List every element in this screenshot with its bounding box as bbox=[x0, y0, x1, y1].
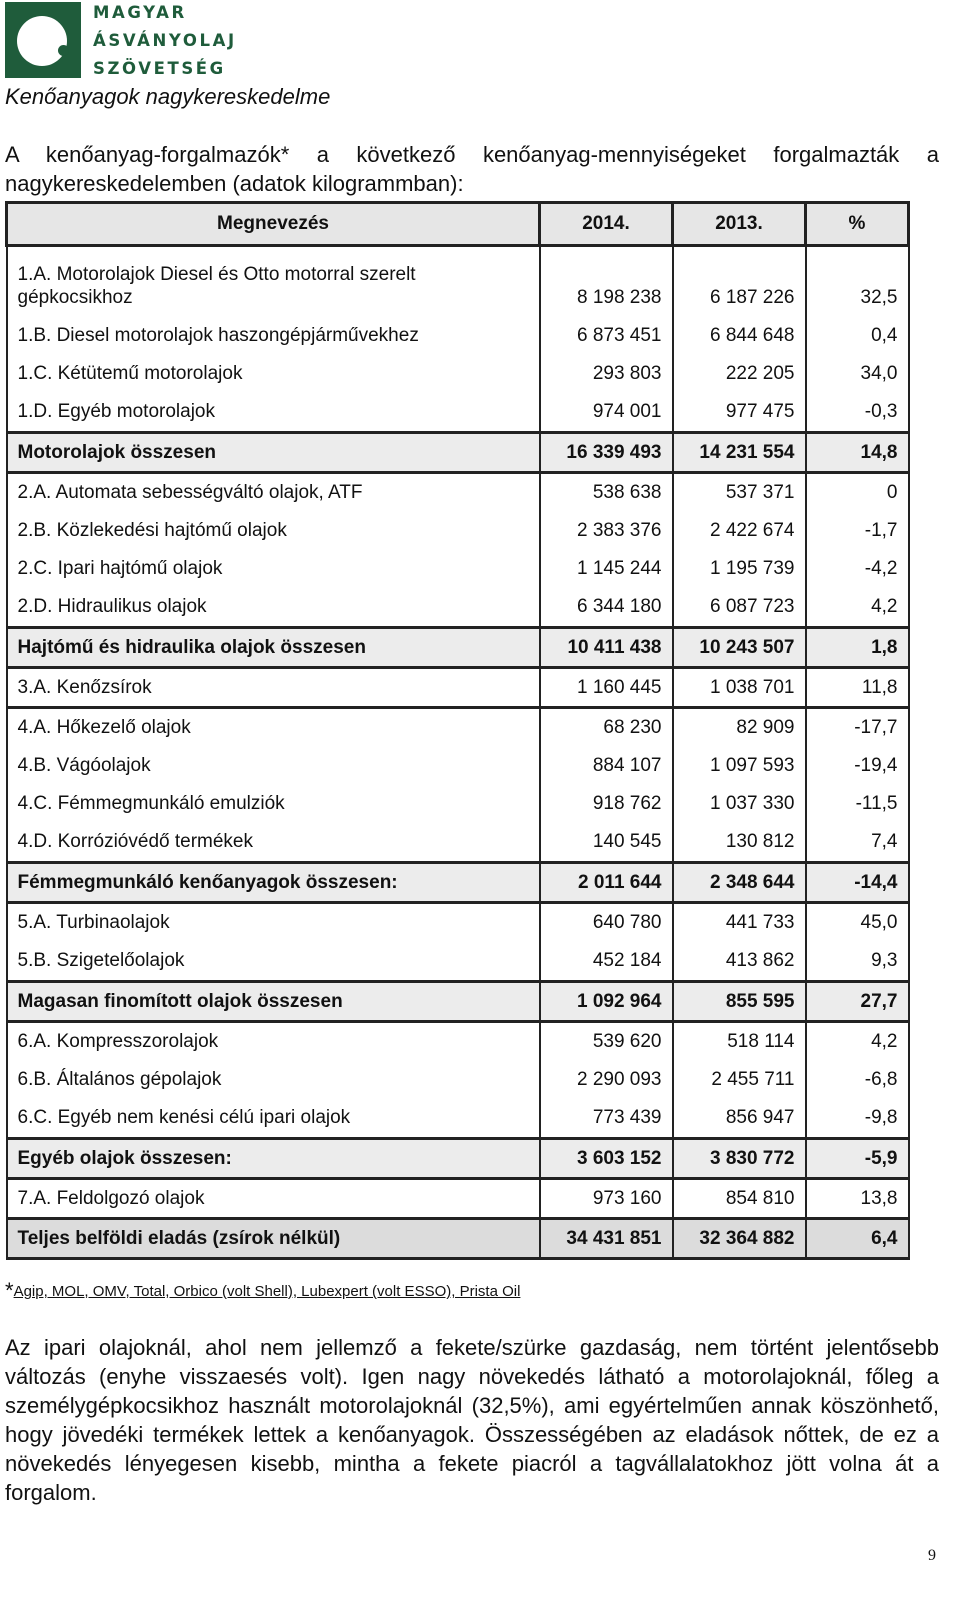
footnote bbox=[5, 1278, 520, 1304]
row-name: 4.C. Fémmegmunkáló emulziók bbox=[7, 785, 540, 823]
header-percent: % bbox=[806, 203, 909, 246]
row-value-2014: 68 230 bbox=[540, 708, 673, 748]
row-name: 4.D. Korrózióvédő termékek bbox=[7, 823, 540, 863]
row-value-2014: 1 092 964 bbox=[540, 982, 673, 1022]
row-value-2014: 293 803 bbox=[540, 355, 673, 393]
table-total-row bbox=[7, 1139, 909, 1179]
row-value-2013: 518 114 bbox=[673, 1022, 806, 1062]
footnote-text: Agip, MOL, OMV, Total, Orbico (volt Shell), Lubexpert (volt ESSO), Prista Oil bbox=[13, 1283, 521, 1300]
row-value-2013: 3 830 772 bbox=[673, 1139, 806, 1179]
row-value-2013: 1 195 739 bbox=[673, 550, 806, 588]
row-percent: 14,8 bbox=[806, 433, 909, 473]
table-row bbox=[7, 1061, 909, 1099]
table-row bbox=[7, 942, 909, 982]
lubricant-sales-table bbox=[5, 201, 910, 1260]
row-name: 1.D. Egyéb motorolajok bbox=[7, 393, 540, 433]
row-name: Egyéb olajok összesen: bbox=[7, 1139, 540, 1179]
row-value-2014: 140 545 bbox=[540, 823, 673, 863]
row-name: Hajtómű és hidraulika olajok összesen bbox=[7, 628, 540, 668]
table-total-row bbox=[7, 863, 909, 903]
table-total-row bbox=[7, 433, 909, 473]
table-row bbox=[7, 668, 909, 708]
logo-line-3: SZÖVETSÉG bbox=[93, 59, 226, 78]
row-value-2013: 6 844 648 bbox=[673, 317, 806, 355]
row-value-2014: 1 160 445 bbox=[540, 668, 673, 708]
logo-line-1: MAGYAR bbox=[93, 3, 187, 22]
row-value-2013: 6 087 723 bbox=[673, 588, 806, 628]
row-value-2013: 855 595 bbox=[673, 982, 806, 1022]
table-row bbox=[7, 588, 909, 628]
row-percent: -9,8 bbox=[806, 1099, 909, 1139]
row-name: 3.A. Kenőzsírok bbox=[7, 668, 540, 708]
row-name: 4.B. Vágóolajok bbox=[7, 747, 540, 785]
row-name: 2.B. Közlekedési hajtómű olajok bbox=[7, 512, 540, 550]
row-percent: 0 bbox=[806, 473, 909, 513]
row-percent: 0,4 bbox=[806, 317, 909, 355]
table-total-row bbox=[7, 628, 909, 668]
row-value-2014: 640 780 bbox=[540, 903, 673, 943]
row-name: Teljes belföldi eladás (zsírok nélkül) bbox=[7, 1219, 540, 1259]
table-row bbox=[7, 473, 909, 513]
header-2013: 2013. bbox=[673, 203, 806, 246]
table-total-row bbox=[7, 982, 909, 1022]
row-value-2014: 973 160 bbox=[540, 1179, 673, 1219]
row-percent: 34,0 bbox=[806, 355, 909, 393]
header-name: Megnevezés bbox=[7, 203, 540, 246]
row-percent: -14,4 bbox=[806, 863, 909, 903]
table-row bbox=[7, 550, 909, 588]
logo-line-2: ÁSVÁNYOLAJ bbox=[93, 31, 237, 50]
row-name: 5.B. Szigetelőolajok bbox=[7, 942, 540, 982]
row-value-2014: 2 290 093 bbox=[540, 1061, 673, 1099]
row-value-2014: 452 184 bbox=[540, 942, 673, 982]
logo-wordmark bbox=[93, 0, 237, 83]
row-percent: 13,8 bbox=[806, 1179, 909, 1219]
row-name: 1.C. Kétütemű motorolajok bbox=[7, 355, 540, 393]
row-name: Magasan finomított olajok összesen bbox=[7, 982, 540, 1022]
row-value-2014: 8 198 238 bbox=[540, 246, 673, 318]
row-name: Fémmegmunkáló kenőanyagok összesen: bbox=[7, 863, 540, 903]
footnote-star: * bbox=[5, 1278, 14, 1303]
table-header-row bbox=[7, 203, 909, 246]
row-value-2013: 441 733 bbox=[673, 903, 806, 943]
row-value-2014: 884 107 bbox=[540, 747, 673, 785]
row-value-2013: 977 475 bbox=[673, 393, 806, 433]
row-name: 2.C. Ipari hajtómű olajok bbox=[7, 550, 540, 588]
table-row bbox=[7, 708, 909, 748]
row-value-2013: 10 243 507 bbox=[673, 628, 806, 668]
row-percent: -17,7 bbox=[806, 708, 909, 748]
row-value-2013: 130 812 bbox=[673, 823, 806, 863]
row-name: 6.B. Általános gépolajok bbox=[7, 1061, 540, 1099]
row-value-2014: 34 431 851 bbox=[540, 1219, 673, 1259]
table-row bbox=[7, 823, 909, 863]
row-value-2014: 10 411 438 bbox=[540, 628, 673, 668]
summary-paragraph: Az ipari olajoknál, ahol nem jellemző a fekete/szürke gazdaság, nem történt jelentősebb változás (enyhe visszaesés volt). Igen nagy növekedés látható a motorolajoknál, főleg a személygépkocsikhoz használt motorolajoknál (32,5%), ami egyértelműen annak köszönhető, hogy jövedéki termékek lettek a kenőanyagok. Összességében az eladások nőttek, de ez a növekedés lényegesen kisebb, mintha a fekete piacról a tagvállalatokhoz jött volna át a forgalom. bbox=[5, 1335, 939, 1505]
row-name: 2.A. Automata sebességváltó olajok, ATF bbox=[7, 473, 540, 513]
row-value-2013: 856 947 bbox=[673, 1099, 806, 1139]
row-value-2013: 222 205 bbox=[673, 355, 806, 393]
row-value-2013: 2 348 644 bbox=[673, 863, 806, 903]
row-name: 1.A. Motorolajok Diesel és Otto motorral szerelt gépkocsikhoz bbox=[7, 246, 540, 318]
table-total-row bbox=[7, 1219, 909, 1259]
row-value-2013: 2 422 674 bbox=[673, 512, 806, 550]
row-percent: 1,8 bbox=[806, 628, 909, 668]
row-value-2014: 539 620 bbox=[540, 1022, 673, 1062]
row-value-2014: 538 638 bbox=[540, 473, 673, 513]
row-name: 6.C. Egyéb nem kenési célú ipari olajok bbox=[7, 1099, 540, 1139]
row-name: Motorolajok összesen bbox=[7, 433, 540, 473]
row-name: 7.A. Feldolgozó olajok bbox=[7, 1179, 540, 1219]
row-percent: 45,0 bbox=[806, 903, 909, 943]
row-percent: 27,7 bbox=[806, 982, 909, 1022]
row-percent: -1,7 bbox=[806, 512, 909, 550]
table-row bbox=[7, 903, 909, 943]
logo-mark bbox=[5, 2, 81, 78]
row-value-2014: 2 011 644 bbox=[540, 863, 673, 903]
row-value-2014: 16 339 493 bbox=[540, 433, 673, 473]
table-row bbox=[7, 1022, 909, 1062]
row-value-2013: 6 187 226 bbox=[673, 246, 806, 318]
header-2014: 2014. bbox=[540, 203, 673, 246]
table-row bbox=[7, 1179, 909, 1219]
row-value-2014: 6 344 180 bbox=[540, 588, 673, 628]
row-percent: -0,3 bbox=[806, 393, 909, 433]
intro-paragraph: A kenőanyag-forgalmazók* a következő kenőanyag-mennyiségeket forgalmazták a nagykereskedelemben (adatok kilogrammban): bbox=[5, 142, 939, 196]
row-value-2014: 1 145 244 bbox=[540, 550, 673, 588]
row-value-2013: 537 371 bbox=[673, 473, 806, 513]
table-row bbox=[7, 355, 909, 393]
row-value-2013: 854 810 bbox=[673, 1179, 806, 1219]
row-percent: 9,3 bbox=[806, 942, 909, 982]
row-percent: -11,5 bbox=[806, 785, 909, 823]
document-title: Kenőanyagok nagykereskedelme bbox=[5, 84, 331, 109]
table-row bbox=[7, 393, 909, 433]
row-name: 2.D. Hidraulikus olajok bbox=[7, 588, 540, 628]
row-percent: -5,9 bbox=[806, 1139, 909, 1179]
row-percent: -19,4 bbox=[806, 747, 909, 785]
row-percent: 4,2 bbox=[806, 588, 909, 628]
table-row bbox=[7, 785, 909, 823]
row-value-2014: 974 001 bbox=[540, 393, 673, 433]
row-value-2014: 773 439 bbox=[540, 1099, 673, 1139]
row-name: 4.A. Hőkezelő olajok bbox=[7, 708, 540, 748]
row-value-2014: 2 383 376 bbox=[540, 512, 673, 550]
row-value-2013: 1 038 701 bbox=[673, 668, 806, 708]
table-row bbox=[7, 1099, 909, 1139]
row-value-2014: 6 873 451 bbox=[540, 317, 673, 355]
row-name: 6.A. Kompresszorolajok bbox=[7, 1022, 540, 1062]
row-value-2013: 82 909 bbox=[673, 708, 806, 748]
row-value-2013: 1 037 330 bbox=[673, 785, 806, 823]
row-percent: 7,4 bbox=[806, 823, 909, 863]
row-percent: -6,8 bbox=[806, 1061, 909, 1099]
table-row bbox=[7, 246, 909, 318]
row-value-2013: 32 364 882 bbox=[673, 1219, 806, 1259]
row-name: 5.A. Turbinaolajok bbox=[7, 903, 540, 943]
table-row bbox=[7, 512, 909, 550]
row-name: 1.B. Diesel motorolajok haszongépjárművekhez bbox=[7, 317, 540, 355]
row-percent: 6,4 bbox=[806, 1219, 909, 1259]
row-percent: 11,8 bbox=[806, 668, 909, 708]
row-percent: 32,5 bbox=[806, 246, 909, 318]
row-value-2013: 2 455 711 bbox=[673, 1061, 806, 1099]
row-value-2014: 918 762 bbox=[540, 785, 673, 823]
row-value-2013: 1 097 593 bbox=[673, 747, 806, 785]
association-logo bbox=[5, 2, 255, 80]
row-value-2014: 3 603 152 bbox=[540, 1139, 673, 1179]
row-percent: -4,2 bbox=[806, 550, 909, 588]
page-number: 9 bbox=[928, 1547, 936, 1564]
row-value-2013: 14 231 554 bbox=[673, 433, 806, 473]
row-percent: 4,2 bbox=[806, 1022, 909, 1062]
table-row bbox=[7, 747, 909, 785]
row-value-2013: 413 862 bbox=[673, 942, 806, 982]
table-row bbox=[7, 317, 909, 355]
